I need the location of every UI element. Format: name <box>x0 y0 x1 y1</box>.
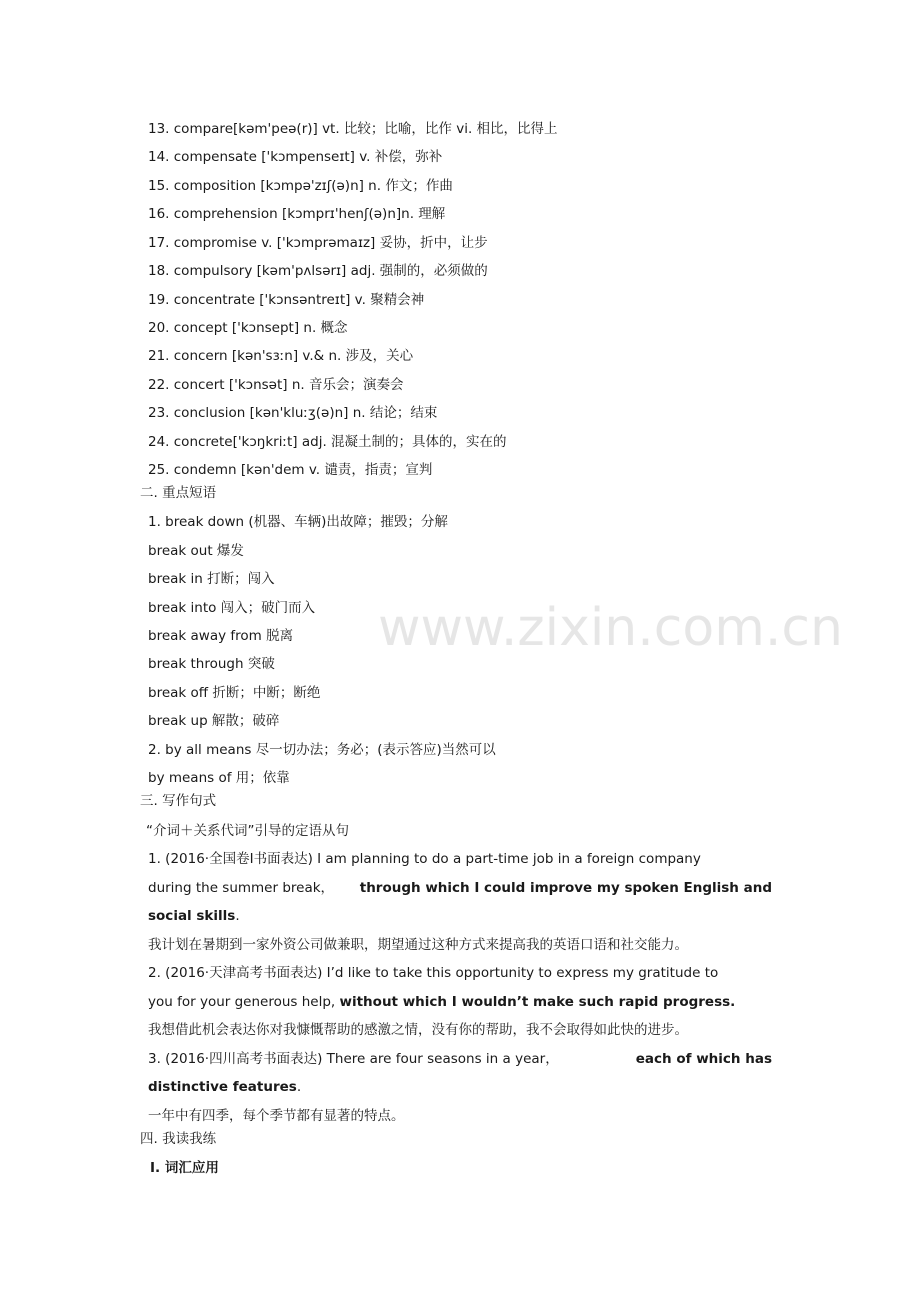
vocab-item: 18. compulsory [kəm'pʌlsərɪ] adj. 强制的，必须做的 <box>148 263 488 279</box>
pattern-title: “介词＋关系代词”引导的定语从句 <box>146 823 349 839</box>
phrase-item: break off 折断；中断；断绝 <box>148 685 321 701</box>
vocab-item: 17. compromise v. ['kɔmprəmaɪz] 妥协，折中，让步 <box>148 235 488 251</box>
example-1-highlight: through which I could improve my spoken English and <box>359 880 772 896</box>
vocab-item: 13. compare[kəm'peə(r)] vt. 比较；比喻，比作 vi. 相比，比得上 <box>148 121 558 137</box>
vocab-item: 23. conclusion [kən'kluːʒ(ə)n] n. 结论；结束 <box>148 405 438 421</box>
phrase-item: break through 突破 <box>148 656 275 672</box>
period: . <box>235 908 240 924</box>
example-2-highlight: without which I wouldn’t make such rapid progress. <box>339 994 736 1010</box>
phrase-item: 1. break down (机器、车辆)出故障；摧毁；分解 <box>148 514 448 530</box>
example-3-highlight: each of which has <box>635 1051 772 1067</box>
section-heading-phrases: 二. 重点短语 <box>140 485 217 501</box>
example-2-line-2 <box>148 992 735 1012</box>
example-2-line-1: 2. (2016·天津高考书面表达) I’d like to take this opportunity to express my gratitude to <box>148 965 719 981</box>
phrase-item: break away from 脱离 <box>148 628 294 644</box>
vocab-item: 14. compensate ['kɔmpenseɪt] v. 补偿，弥补 <box>148 149 443 165</box>
example-1-translation: 我计划在暑期到一家外资公司做兼职，期望通过这种方式来提高我的英语口语和社交能力。 <box>148 937 688 953</box>
vocab-item: 16. comprehension [kɔmprɪ'henʃ(ə)n]n. 理解 <box>148 206 446 222</box>
section-heading-practice: 四. 我读我练 <box>140 1131 217 1147</box>
period: . <box>296 1079 302 1095</box>
example-2-translation: 我想借此机会表达你对我慷慨帮助的感激之情，没有你的帮助，我不会取得如此快的进步。 <box>148 1022 688 1038</box>
section-heading-writing: 三. 写作句式 <box>140 793 217 809</box>
example-3-line-1 <box>148 1049 772 1069</box>
phrase-item: 2. by all means 尽一切办法；务必；(表示答应)当然可以 <box>148 742 496 758</box>
vocab-item: 19. concentrate ['kɔnsəntreɪt] v. 聚精会神 <box>148 292 425 308</box>
example-1-line-3 <box>148 906 240 926</box>
example-2-plain: you for your generous help, <box>148 994 340 1010</box>
example-3-translation: 一年中有四季，每个季节都有显著的特点。 <box>148 1108 405 1124</box>
example-1-line-2 <box>148 878 772 898</box>
example-3-plain: 3. (2016·四川高考书面表达) There are four seasons in a year， <box>148 1051 559 1067</box>
phrase-item: break into 闯入；破门而入 <box>148 600 316 616</box>
example-3-highlight-end: distinctive features <box>148 1079 297 1095</box>
example-1-plain: during the summer break， <box>148 880 335 896</box>
subsection-heading-vocab: Ⅰ. 词汇应用 <box>150 1160 219 1176</box>
phrase-item: by means of 用；依靠 <box>148 770 290 786</box>
phrase-item: break up 解散；破碎 <box>148 713 280 729</box>
phrase-item: break out 爆发 <box>148 543 244 559</box>
vocab-item: 25. condemn [kən'dem v. 谴责，指责；宣判 <box>148 462 433 478</box>
vocab-item: 15. composition [kɔmpə'zɪʃ(ə)n] n. 作文；作曲 <box>148 178 453 194</box>
vocab-item: 22. concert ['kɔnsət] n. 音乐会；演奏会 <box>148 377 404 393</box>
phrase-item: break in 打断；闯入 <box>148 571 275 587</box>
example-1-line-1: 1. (2016·全国卷Ⅰ书面表达) I am planning to do a part-time job in a foreign company <box>148 851 701 867</box>
vocab-item: 20. concept ['kɔnsept] n. 概念 <box>148 320 348 336</box>
example-1-highlight-end: social skills <box>148 908 236 924</box>
vocab-item: 21. concern [kən'sɜːn] v.& n. 涉及，关心 <box>148 348 414 364</box>
vocab-item: 24. concrete['kɔŋkriːt] adj. 混凝土制的；具体的，实在的 <box>148 434 507 450</box>
watermark: www.zixin.com.cn <box>378 598 843 658</box>
example-3-line-2 <box>148 1077 301 1097</box>
